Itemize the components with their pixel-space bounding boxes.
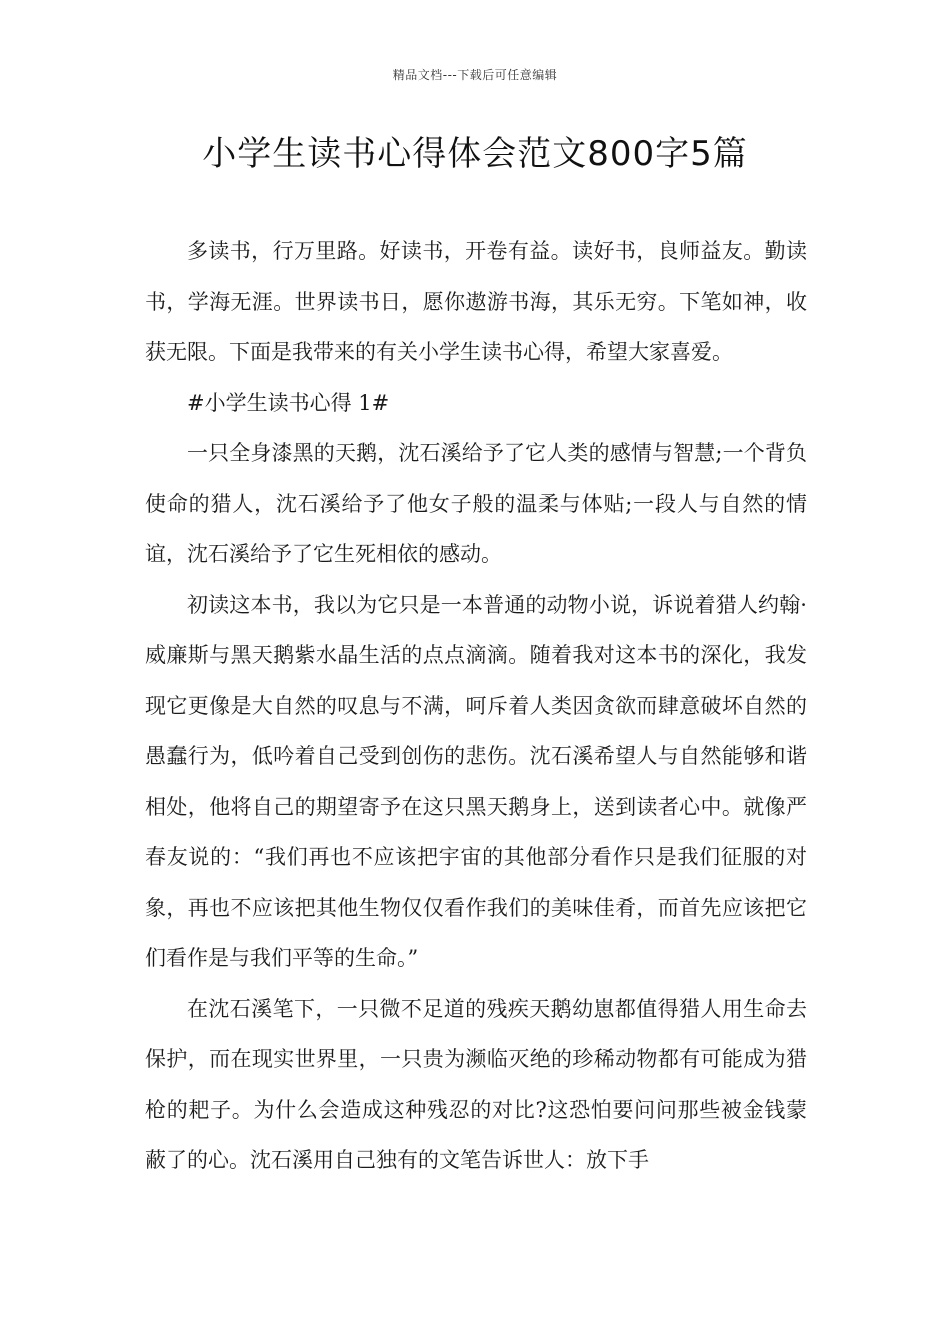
intro-paragraph: 多读书，行万里路。好读书，开卷有益。读好书，良师益友。勤读书，学海无涯。世界读书日，愿你遨游书海，其乐无穷。下笔如神，收获无限。下面是我带来的有关小学生读书心得，希望大家喜爱。 — [145, 239, 807, 364]
body-paragraph: 一只全身漆黑的天鹅，沈石溪给予了它人类的感情与智慧;一个背负使命的猎人，沈石溪给予了他女子般的温柔与体贴;一段人与自然的情谊，沈石溪给予了它生死相依的感动。 — [145, 441, 807, 566]
document-body — [145, 226, 807, 1186]
document-title: 小学生读书心得体会范文800字5篇 — [202, 134, 748, 174]
body-paragraph: 初读这本书，我以为它只是一本普通的动物小说，诉说着猎人约翰·威廉斯与黑天鹅紫水晶生活的点点滴滴。随着我对这本书的深化，我发现它更像是大自然的叹息与不满，呵斥着人类因贪欲而肆意破坏自然的愚蠢行为，低吟着自己受到创伤的悲伤。沈石溪希望人与自然能够和谐相处，他将自己的期望寄予在这只黑天鹅身上，送到读者心中。就像严春友说的：“我们再也不应该把宇宙的其他部分看作只是我们征服的对象，再也不应该把其他生物仅仅看作我们的美味佳肴，而首先应该把它们看作是与我们平等的生命。” — [145, 592, 807, 970]
body-paragraph: 在沈石溪笔下，一只微不足道的残疾天鹅幼崽都值得猎人用生命去保护，而在现实世界里，一只贵为濒临灭绝的珍稀动物都有可能成为猎枪的耙子。为什么会造成这种残忍的对比?这恐怕要问问那些被金钱蒙蔽了的心。沈石溪用自己独有的文笔告诉世人：放下手 — [145, 996, 807, 1172]
header-note: 精品文档---下载后可任意编辑 — [392, 68, 558, 82]
section-heading: #小学生读书心得 1# — [187, 390, 390, 415]
